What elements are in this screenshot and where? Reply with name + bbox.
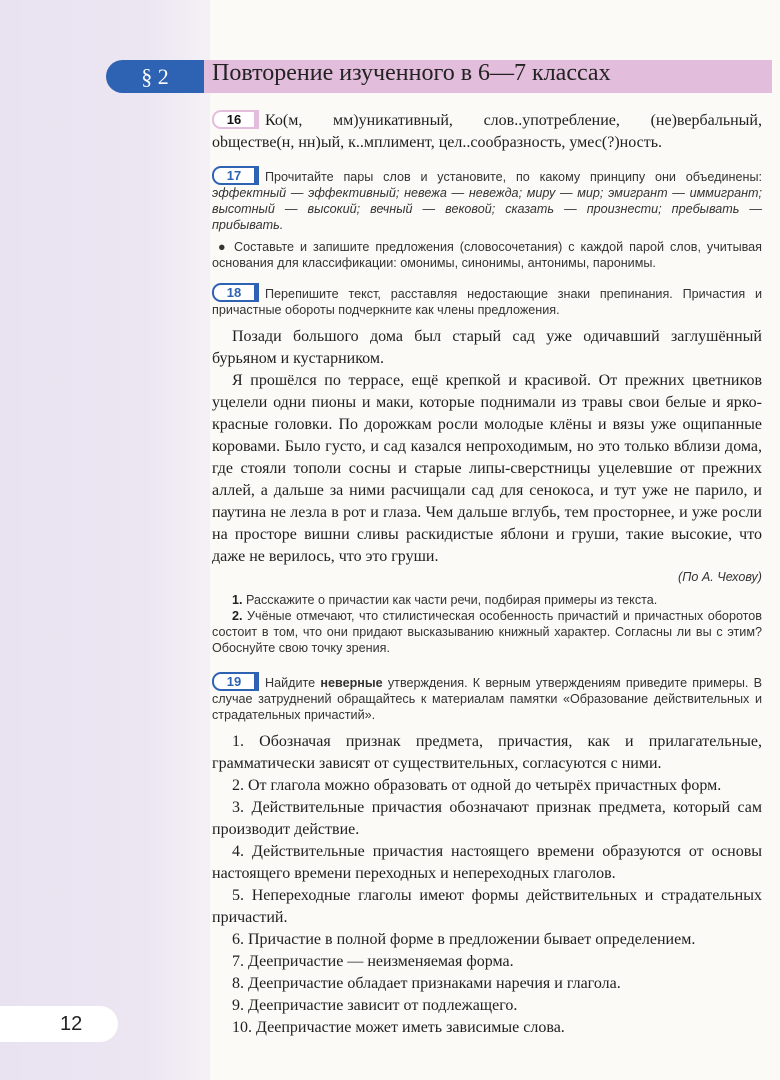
page-number: 12 (0, 1006, 118, 1042)
statement: 6. Причастие в полной форме в предложении бывает определением. (232, 931, 696, 948)
intro-text: утверждения. К верным утверждениям приведите примеры. В случае затруднений обращайтесь к материалам памятки «Образование действительных и страдательных причастий». (212, 676, 763, 722)
question-text: Расскажите о причастии как части речи, подбирая примеры из текста. (246, 593, 658, 607)
exercise-number: 18 (212, 283, 259, 302)
statement: 10. Деепричастие может иметь зависимые слова. (232, 1019, 565, 1036)
question (212, 608, 762, 656)
text-paragraph: Позади большого дома был старый сад уже одичавший заглушённый бурьяном и кустарником. (212, 328, 762, 367)
text-paragraph: Я прошёлся по террасе, ещё крепкой и красивой. От прежних цветников уцелели одни пионы и маки, которые поднимали из травы свои белые и ярко-красные головки. По дорожкам росли молодые клёны и вязы уже ощипанные коровами. Было густо, и сад казался непроходимым, но это только вблизи дома, где стояли тополи сосны и старые липы-сверстницы уцелевшие от прежних аллей, а дальше за ними расчищали сад для сенокоса, и тут уже не парило, и паутина не лезла в рот и глаза. Чем дальше вглубь, тем просторнее, и уже росли на просторе вишни сливы раскидистые яблони и груши, такие высокие, что даже не верилось, что это груши. (212, 372, 762, 565)
statement: 5. Непереходные глаголы имеют формы действительных и страдательных причастий. (212, 887, 762, 926)
exercise-intro: Перепишите текст, расставляя недостающие знаки препинания. Причастия и причастные обороты подчеркните как члены предложения. (212, 287, 762, 317)
statement: 3. Действительные причастия обозначают признак предмета, который сам производит действие. (212, 799, 762, 838)
question-number: 2. (232, 609, 243, 623)
page-margin (0, 0, 210, 1080)
exercise-number: 17 (212, 166, 259, 185)
section-title: Повторение изученного в 6—7 классах (212, 60, 611, 86)
statement: 2. От глагола можно образовать от одной до четырёх причастных форм. (232, 777, 722, 794)
word-pairs: эффектный — эффективный; невежа — невежда; миру — мир; эмигрант — иммигрант; высотный — высокий; вечный — вековой; сказать — произнести; пребывать — прибывать. (212, 186, 762, 232)
exercise-16 (212, 110, 762, 154)
exercise-19 (212, 672, 762, 1039)
question-text: Учёные отмечают, что стилистическая особенность причастий и причастных оборотов состоит в том, что они придают высказыванию книжный характер. Согласны ли вы с этим? Обоснуйте свою точку зрения. (212, 609, 762, 655)
exercise-18 (212, 283, 762, 656)
statement: 8. Деепричастие обладает признаками наречия и глагола. (232, 975, 621, 992)
exercise-intro: Прочитайте пары слов и установите, по какому принципу они объединены: (265, 170, 762, 184)
text-author: (По А. Чехову) (678, 570, 762, 584)
question (212, 592, 762, 608)
intro-emphasis: неверные (320, 676, 383, 690)
task-text: Составьте и запишите предложения (словосочетания) с каждой парой слов, учитывая основания для классификации: омонимы, синонимы, антонимы, паронимы. (212, 240, 763, 270)
section-number: § 2 (106, 60, 204, 93)
exercise-number: 16 (212, 110, 259, 129)
exercise-number: 19 (212, 672, 259, 691)
statement: 7. Деепричастие — неизменяемая форма. (232, 953, 514, 970)
statement: 4. Действительные причастия настоящего времени образуются от основы настоящего времени переходных и непереходных глаголов. (212, 843, 762, 882)
intro-text: Найдите (265, 676, 316, 690)
exercise-text: Ко(м, мм)уникативный, слов..употребление, (не)вербальный, obществе(н, нн)ый, к..мплимент, цел..сообразность, умес(?)ность. (212, 112, 762, 151)
statement: 1. Обозначая признак предмета, причастия, как и прилагательные, грамматически зависят от существительных, согласуются с ними. (212, 733, 762, 772)
page-content (212, 110, 762, 1051)
statement: 9. Деепричастие зависит от подлежащего. (232, 997, 518, 1014)
exercise-17 (212, 166, 762, 271)
exercise-task: ● Составьте и запишите предложения (словосочетания) с каждой парой слов, учитывая основания для классификации: омонимы, синонимы, антонимы, паронимы. (212, 240, 763, 270)
question-number: 1. (232, 593, 243, 607)
